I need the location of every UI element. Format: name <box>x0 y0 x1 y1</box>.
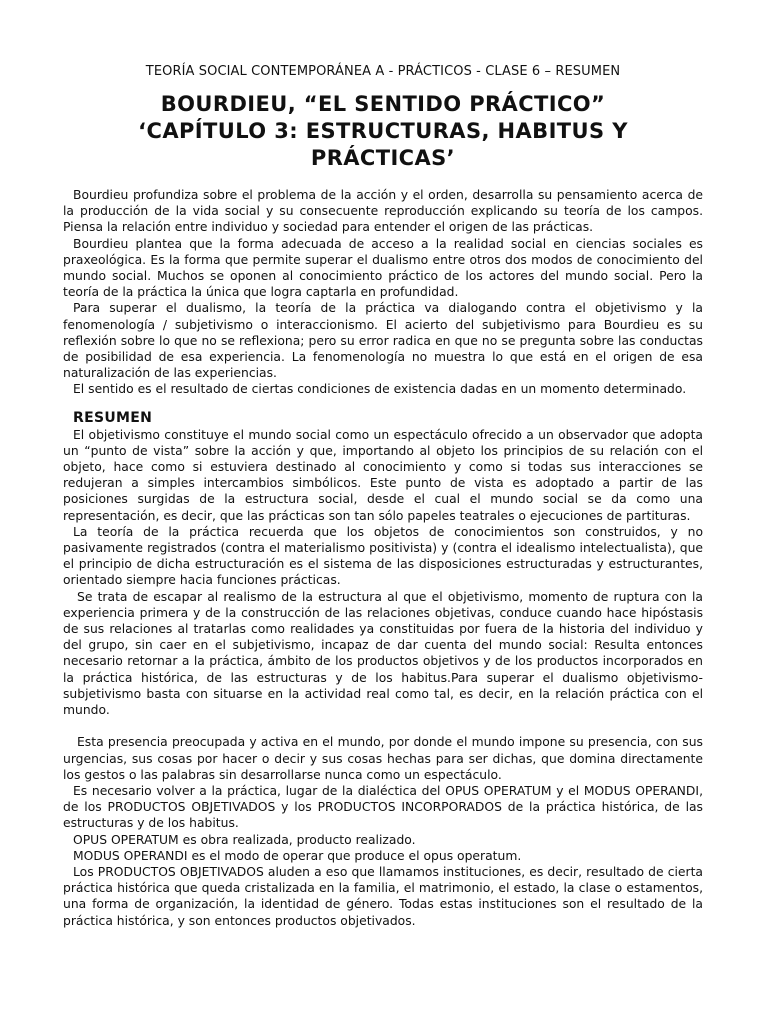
resumen-paragraph-8: Los PRODUCTOS OBJETIVADOS aluden a eso que llamamos instituciones, es decir, resultado de cierta práctica histórica que queda cristalizada en la familia, el matrimonio, el estado, la clase o estamentos, una forma de organización, la identidad de género. Todas estas instituciones son el resultado de la práctica histórica, y son entonces productos objetivados. <box>63 864 703 928</box>
resumen-paragraph-1: El objetivismo constituye el mundo social como un espectáculo ofrecido a un observador que adopta un “punto de vista” sobre la acción y que, importando al objeto los principios de su relación con el objeto, hace como si estuviera destinado al conocimiento y como si todas sus interacciones se redujeran a simples intercambios simbólicos. Este punto de vista es adoptado a partir de las posiciones surgidas de la estructura social, desde el cual el mundo social se da como una representación, es decir, que las prácticas son tan sólo papeles teatrales o ejecuciones de partituras. <box>63 427 703 523</box>
resumen-paragraph-3: Se trata de escapar al realismo de la estructura al que el objetivismo, momento de ruptura con la experiencia primera y de la construcción de las relaciones objetivas, conduce cuando hace hipóstasis de sus relaciones al tratarlas como realidades ya constituidas por fuera de la historia del individuo y del grupo, sin caer en el subjetivismo, incapaz de dar cuenta del mundo social: Resulta entonces necesario retornar a la práctica, ámbito de los productos objetivos y de los productos incorporados en la práctica histórica, de las estructuras y de los habitus.Para superar el dualismo objetivismo-subjetivismo basta con situarse en la actividad real como tal, es decir, en la relación práctica con el mundo. <box>63 589 703 718</box>
intro-paragraph-2: Bourdieu plantea que la forma adecuada de acceso a la realidad social en ciencias sociales es praxeológica. Es la forma que permite superar el dualismo entre otros dos modos de conocimiento del mundo social. Muchos se oponen al conocimiento práctico de los actores del mundo social. Pero la teoría de la práctica la única que logra captarla en profundidad. <box>63 236 703 300</box>
section-heading-resumen: RESUMEN <box>73 409 153 426</box>
resumen-paragraph-6: OPUS OPERATUM es obra realizada, producto realizado. <box>73 832 416 847</box>
title-line-2: ‘CAPÍTULO 3: ESTRUCTURAS, HABITUS Y <box>138 119 628 143</box>
resumen-paragraph-7: MODUS OPERANDI es el modo de operar que produce el opus operatum. <box>73 848 522 863</box>
resumen-paragraph-4: Esta presencia preocupada y activa en el mundo, por donde el mundo impone su presencia, con sus urgencias, sus cosas por hacer o decir y sus cosas hechas para ser dichas, que domina directamente los gestos o las palabras sin desarrollarse nunca como un espectáculo. <box>63 735 703 782</box>
intro-paragraph-4: El sentido es el resultado de ciertas condiciones de existencia dadas en un momento determinado. <box>73 382 687 397</box>
intro-paragraph-3: Para superar el dualismo, la teoría de la práctica va dialogando contra el objetivismo y la fenomenología / subjetivismo o interaccionismo. El acierto del subjetivismo para Bourdieu es su reflexión sobre lo que no se reflexiona; pero su error radica en que no se pregunta sobre las conductas de posibilidad de esa experiencia. La fenomenología no muestra lo que está en el origen de esa naturalización de las experiencias. <box>63 301 703 381</box>
title-line-1: BOURDIEU, “EL SENTIDO PRÁCTICO” <box>160 92 606 116</box>
course-header: TEORÍA SOCIAL CONTEMPORÁNEA A - PRÁCTICOS - CLASE 6 – RESUMEN <box>145 64 621 79</box>
resumen-paragraph-2: La teoría de la práctica recuerda que los objetos de conocimientos son construidos, y no pasivamente registrados (contra el materialismo positivista) y (contra el idealismo intelectualista), que el principio de dicha estructuración es el sistema de las disposiciones estructuradas y estructurantes, orientado siempre hacia funciones prácticas. <box>63 524 703 588</box>
intro-paragraph-1: Bourdieu profundiza sobre el problema de la acción y el orden, desarrolla su pensamiento acerca de la producción de la vida social y su consecuente reproducción explicando su teoría de los campos. Piensa la relación entre individuo y sociedad para entender el origen de las prácticas. <box>63 188 703 235</box>
resumen-paragraph-5: Es necesario volver a la práctica, lugar de la dialéctica del OPUS OPERATUM y el MODUS OPERANDI, de los PRODUCTOS OBJETIVADOS y los PRODUCTOS INCORPORADOS de la práctica histórica, de las estructuras y de los habitus. <box>63 783 703 831</box>
document-title <box>63 91 703 172</box>
title-line-3: PRÁCTICAS’ <box>310 146 456 170</box>
